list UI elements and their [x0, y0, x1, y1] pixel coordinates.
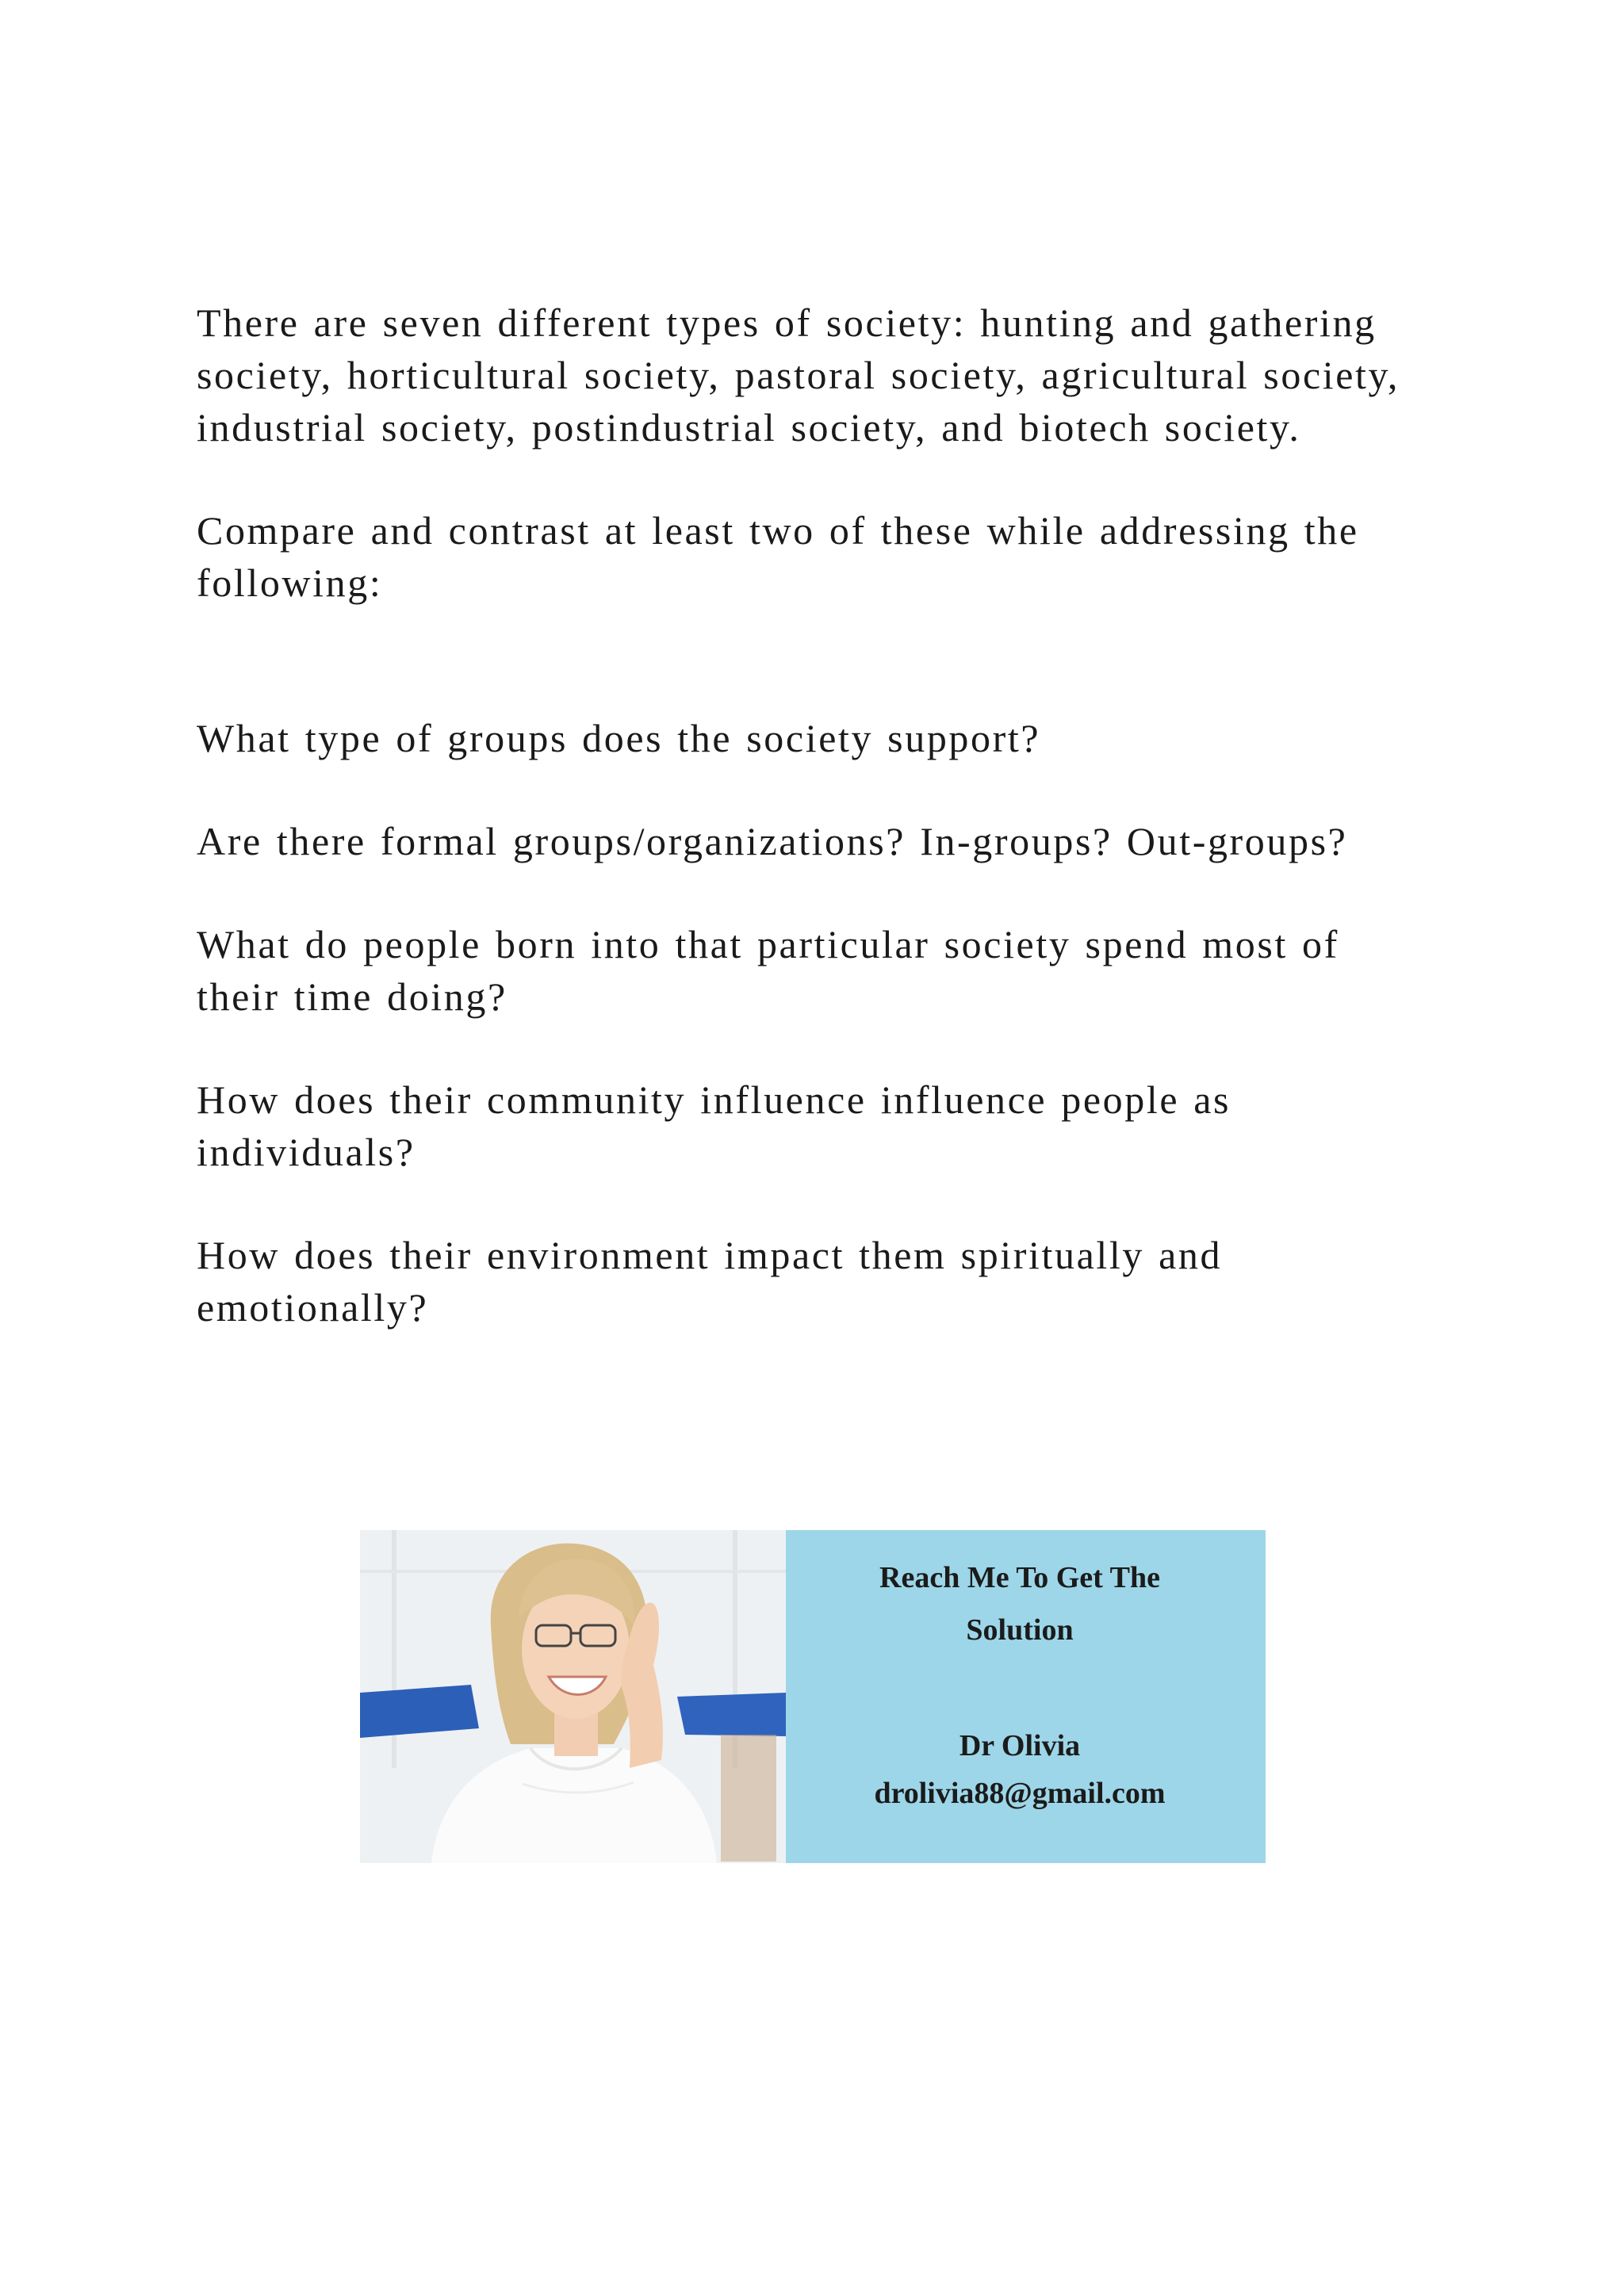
banner-heading-line1: Reach Me To Get The [879, 1561, 1160, 1594]
document-body [197, 297, 1434, 1384]
question-time-spent: What do people born into that particular society spend most of their time doing? [197, 922, 1339, 1019]
contact-name: Dr Olivia [959, 1729, 1081, 1762]
contact-email: drolivia88@gmail.com [874, 1777, 1166, 1810]
intro-paragraph: There are seven different types of society: hunting and gathering society, horticultural society, pastoral society, agricultural society, industrial society, postindustrial society, and biotech society. [197, 300, 1400, 450]
smiling-woman-photo-icon [360, 1530, 786, 1863]
question-environment-impact: How does their environment impact them spiritually and emotionally? [197, 1233, 1223, 1330]
banner-heading-line2: Solution [966, 1613, 1074, 1647]
instruction-paragraph: Compare and contrast at least two of these while addressing the following: [197, 508, 1359, 605]
question-groups: What type of groups does the society support? [197, 716, 1041, 760]
question-community-influence: How does their community influence influence people as individuals? [197, 1077, 1231, 1174]
contact-info-panel [786, 1530, 1266, 1863]
contact-banner [360, 1530, 1266, 1863]
question-formal-groups: Are there formal groups/organizations? In-groups? Out-groups? [197, 819, 1348, 863]
